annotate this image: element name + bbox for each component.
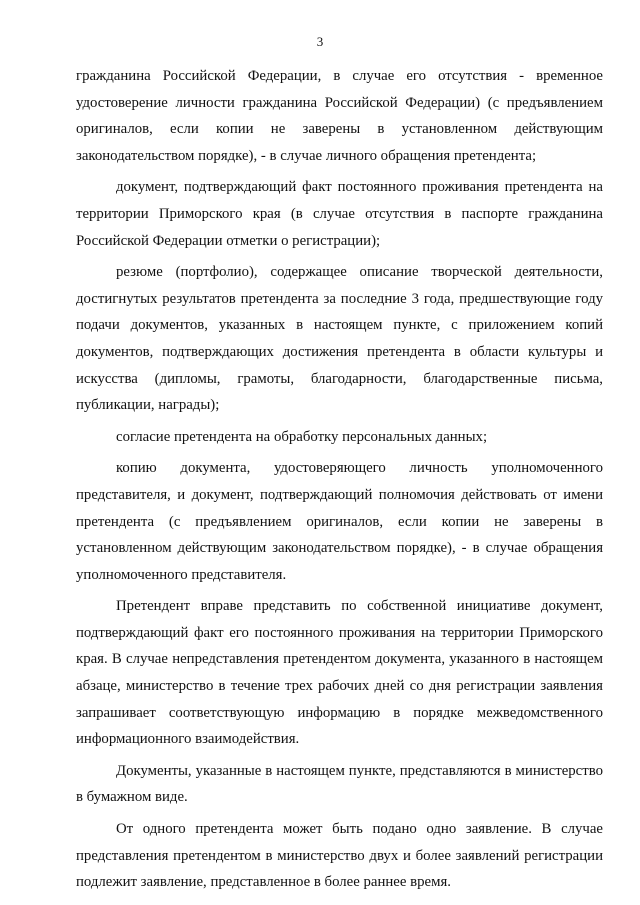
paragraph-personal-data-consent: согласие претендента на обработку персональных данных; [116,428,488,445]
paragraph-paper-format: Документы, указанные в настоящем пункте, представляются в министерство в бумажном виде. [76,762,603,806]
paragraph-residence-document: документ, подтверждающий факт постоянного проживания претендента на территории Приморского края (в случае отсутствия в паспорте гражданина Российской Федерации отметки о регистрации); [76,179,603,249]
page-number: 3 [316,34,324,49]
document-body [76,63,603,901]
paragraph-representative-documents: копию документа, удостоверяющего личность уполномоченного представителя, и документ, подтверждающий полномочия действовать от имени претендента (с предъявлением оригиналов, если копии не заверены в установленном действующим законодательством порядке), - в случае обращения уполномоченного представителя. [76,460,603,583]
paragraph-identity-document: гражданина Российской Федерации, в случае его отсутствия - временное удостоверение личности гражданина Российской Федерации) (с предъявлением оригиналов, если копии не заверены в установленном действующим законодательством порядке), - в случае личного обращения претендента; [76,68,603,164]
paragraph-own-initiative: Претендент вправе представить по собственной инициативе документ, подтверждающий факт его постоянного проживания на территории Приморского края. В случае непредставления претендентом документа, указанного в настоящем абзаце, министерство в течение трех рабочих дней со дня регистрации заявления запрашивает соответствующую информацию в порядке межведомственного информационного взаимодействия. [76,598,603,748]
paragraph-single-application: От одного претендента может быть подано одно заявление. В случае представления претендентом в министерство двух и более заявлений регистрации подлежит заявление, представленное в более раннее время. [76,821,603,891]
paragraph-resume-portfolio: резюме (портфолио), содержащее описание творческой деятельности, достигнутых результатов претендента за последние 3 года, предшествующие году подачи документов, указанных в настоящем пункте, с приложением копий документов, подтверждающих достижения претендента в области культуры и искусства (дипломы, грамоты, благодарности, благодарственные письма, публикации, награды); [76,264,603,414]
